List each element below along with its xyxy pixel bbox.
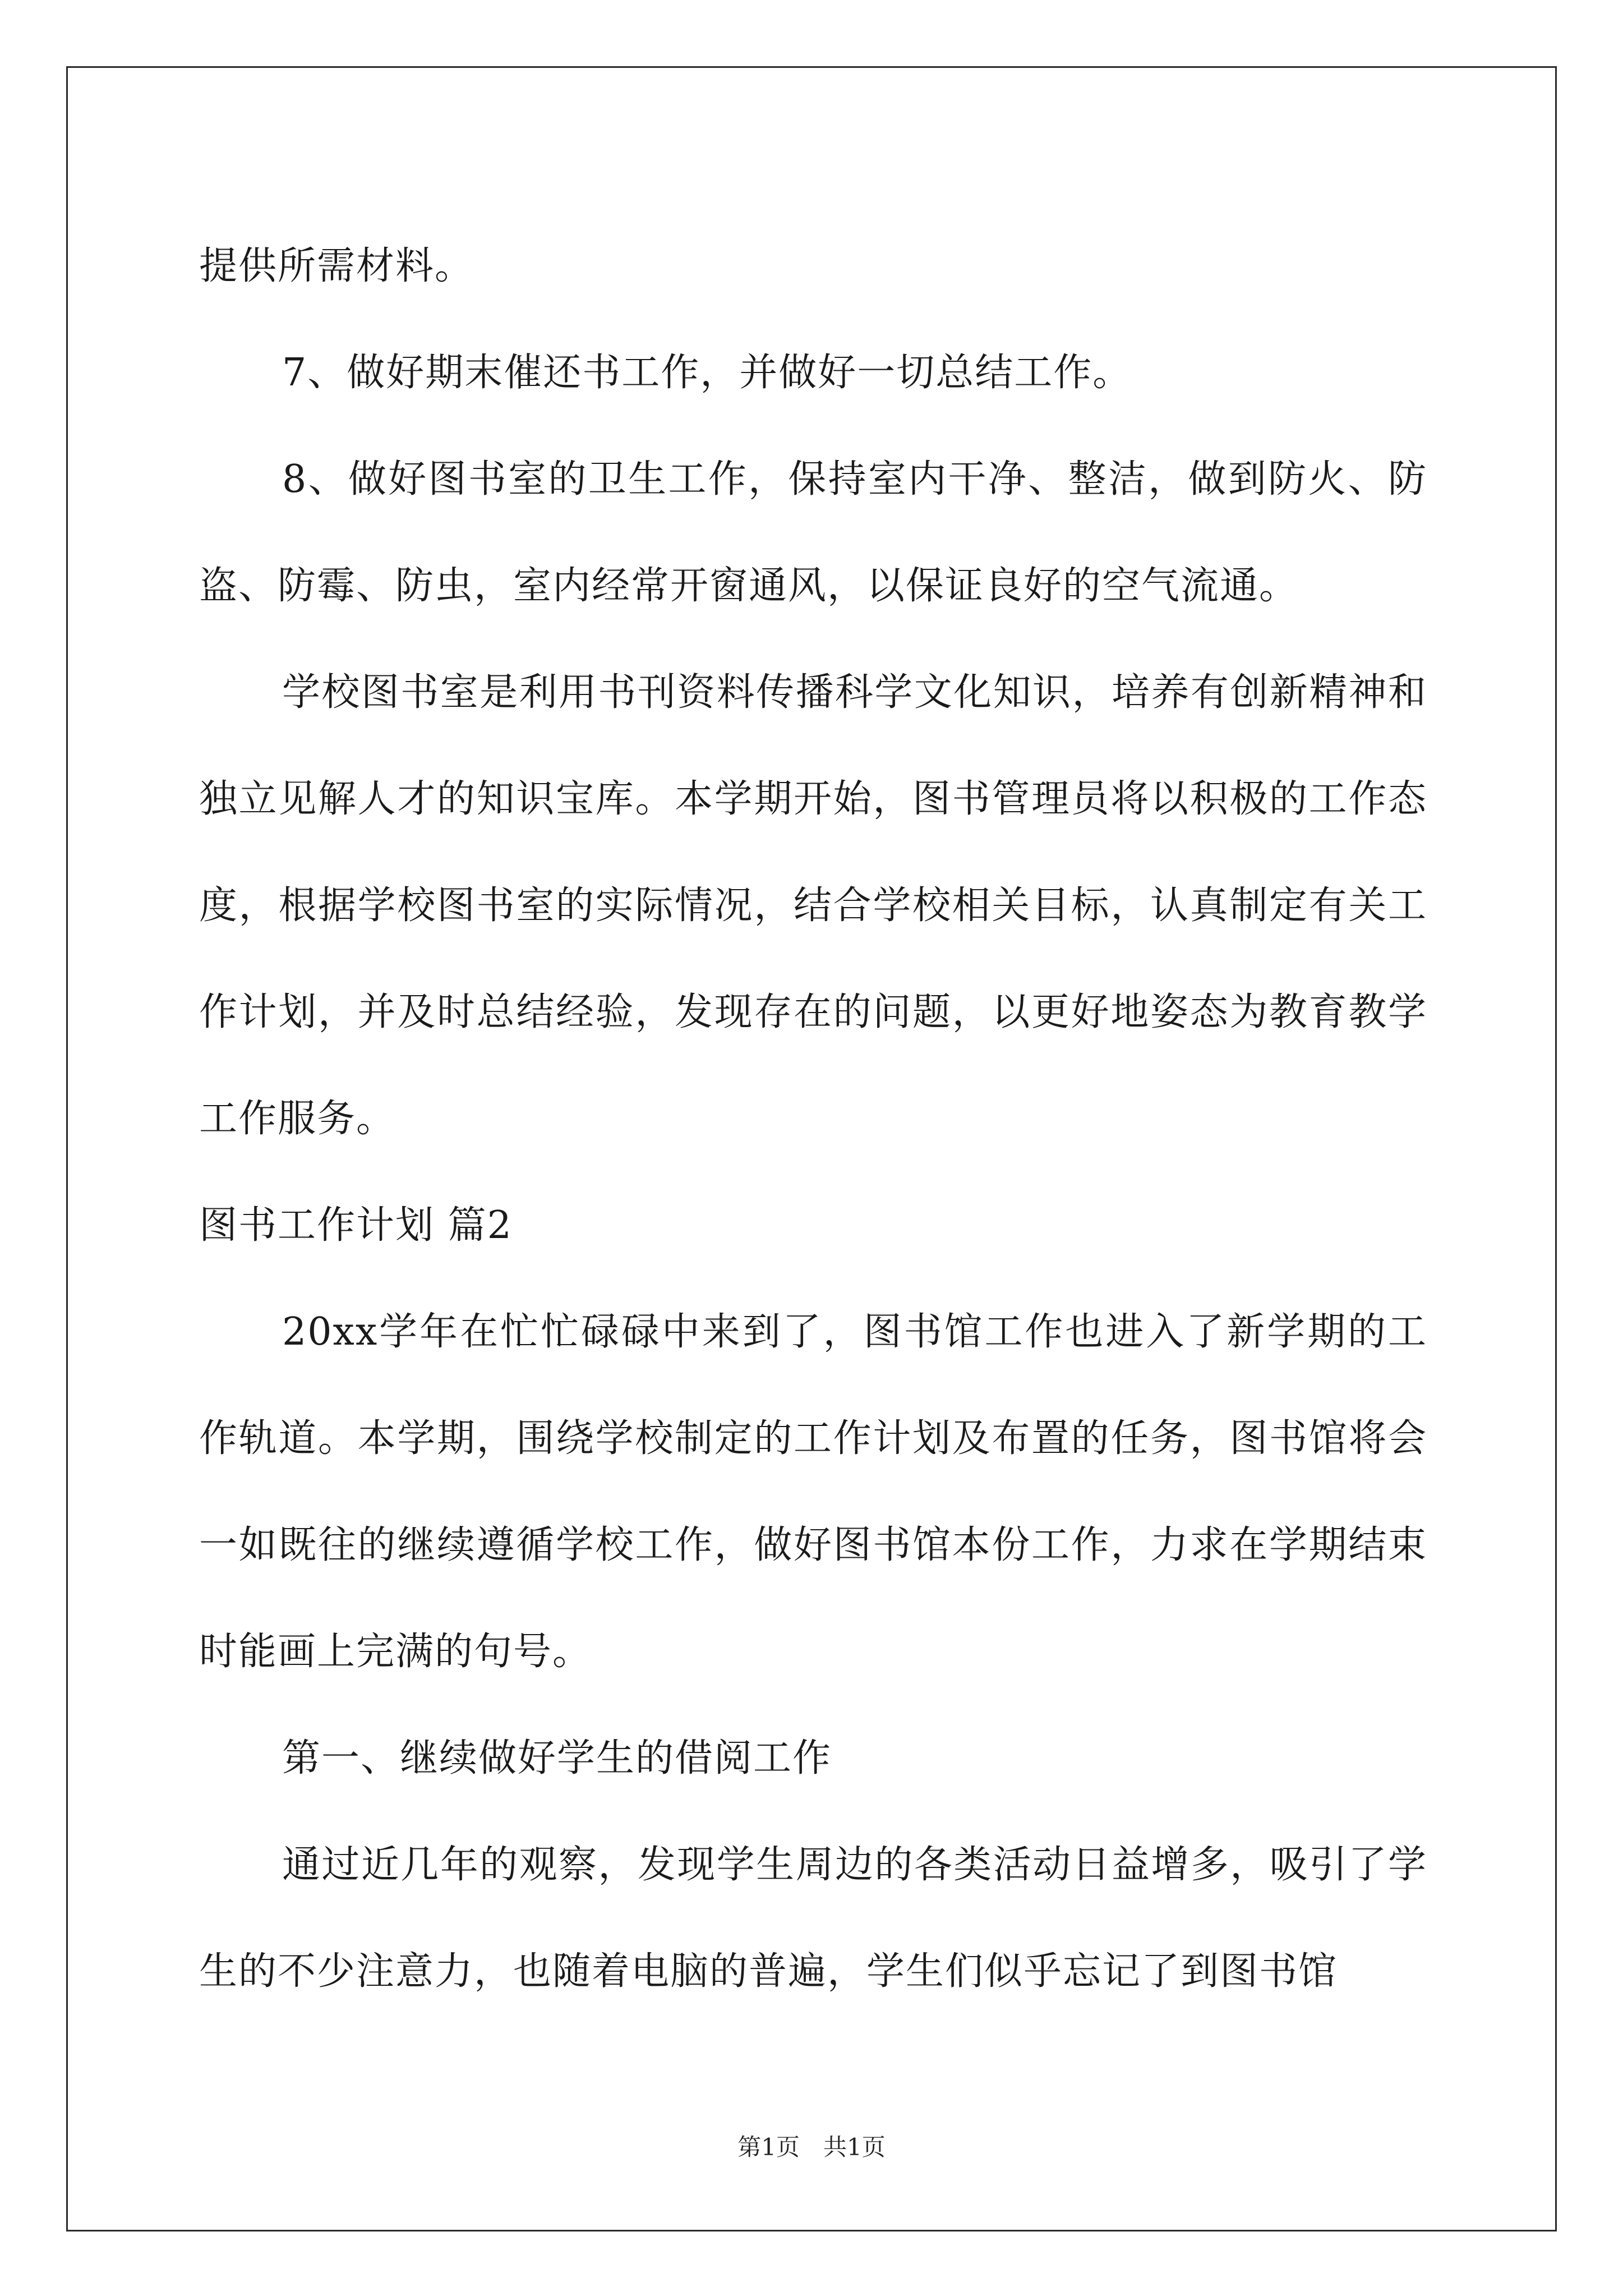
page-footer: 第1页 共1页 xyxy=(737,2133,886,2161)
paragraph: 通过近几年的观察，发现学生周边的各类活动日益增多，吸引了学生的不少注意力，也随着电脑的普遍，学生们似乎忘记了到图书馆 xyxy=(199,1843,1427,1994)
document-body xyxy=(199,213,1427,2025)
paragraph: 第一、继续做好学生的借阅工作 xyxy=(282,1736,832,1780)
paragraph: 学校图书室是利用书刊资料传播科学文化知识，培养有创新精神和独立见解人才的知识宝库。本学期开始，图书管理员将以积极的工作态度，根据学校图书室的实际情况，结合学校相关目标，认真制定有关工作计划，并及时总结经验，发现存在的问题，以更好地姿态为教育教学工作服务。 xyxy=(199,670,1427,1141)
section-heading: 图书工作计划 篇2 xyxy=(199,1203,513,1248)
paragraph: 7、做好期末催还书工作，并做好一切总结工作。 xyxy=(282,351,1132,395)
paragraph: 提供所需材料。 xyxy=(199,244,474,288)
paragraph: 8、做好图书室的卫生工作，保持室内干净、整洁，做到防火、防盗、防霉、防虫，室内经常开窗通风，以保证良好的空气流通。 xyxy=(199,457,1427,608)
paragraph: 20xx学年在忙忙碌碌中来到了，图书馆工作也进入了新学期的工作轨道。本学期，围绕学校制定的工作计划及布置的任务，图书馆将会一如既往的继续遵循学校工作，做好图书馆本份工作，力求在学期结束时能画上完满的句号。 xyxy=(199,1310,1427,1674)
